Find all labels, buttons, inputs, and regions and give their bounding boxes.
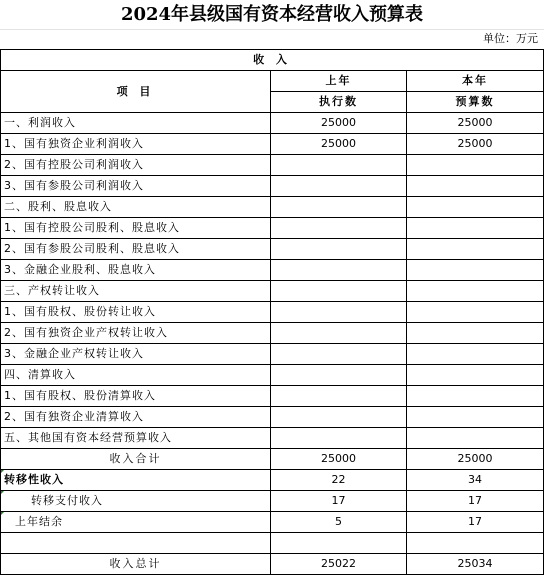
table-row xyxy=(1,533,544,554)
prev-value xyxy=(271,533,407,554)
table-row xyxy=(1,344,544,365)
prev-value: 25000 xyxy=(271,449,407,470)
table-row xyxy=(1,260,544,281)
table-row xyxy=(1,491,544,512)
prev-value xyxy=(271,386,407,407)
this-year-header-bottom: 预算数 xyxy=(407,92,544,113)
curr-value xyxy=(407,407,544,428)
prev-value xyxy=(271,260,407,281)
row-label: 转移支付收入 xyxy=(1,491,271,512)
row-label xyxy=(1,533,271,554)
curr-value xyxy=(407,155,544,176)
row-label: 收入总计 xyxy=(1,554,271,575)
subtotal-row xyxy=(1,449,544,470)
table-row xyxy=(1,302,544,323)
row-label: 1、国有股权、股份清算收入 xyxy=(1,386,271,407)
row-label: 四、清算收入 xyxy=(1,365,271,386)
curr-value xyxy=(407,302,544,323)
page-title: 2024年县级国有资本经营收入预算表 xyxy=(120,4,424,25)
prev-value: 5 xyxy=(271,512,407,533)
curr-value xyxy=(407,218,544,239)
table-row xyxy=(1,512,544,533)
table-row xyxy=(1,239,544,260)
row-label: 转移性收入 xyxy=(1,470,271,491)
curr-value: 25000 xyxy=(407,449,544,470)
prev-value xyxy=(271,407,407,428)
row-label: 收入合计 xyxy=(1,449,271,470)
row-label: 一、利润收入 xyxy=(1,113,271,134)
curr-value xyxy=(407,176,544,197)
row-label: 3、金融企业产权转让收入 xyxy=(1,344,271,365)
curr-value xyxy=(407,260,544,281)
this-year-header-top: 本年 xyxy=(407,71,544,92)
row-label: 3、国有参股公司利润收入 xyxy=(1,176,271,197)
prev-value xyxy=(271,176,407,197)
curr-value: 25000 xyxy=(407,134,544,155)
row-label: 2、国有独资企业产权转让收入 xyxy=(1,323,271,344)
curr-value: 17 xyxy=(407,491,544,512)
table-row xyxy=(1,428,544,449)
table-row xyxy=(1,323,544,344)
prev-value xyxy=(271,197,407,218)
table-row xyxy=(1,197,544,218)
curr-value xyxy=(407,323,544,344)
curr-value xyxy=(407,386,544,407)
row-label: 上年结余 xyxy=(1,512,271,533)
revenue-budget-table xyxy=(0,49,544,575)
row-label: 1、国有控股公司股利、股息收入 xyxy=(1,218,271,239)
curr-value xyxy=(407,344,544,365)
row-label: 二、股利、股息收入 xyxy=(1,197,271,218)
row-label: 2、国有参股公司股利、股息收入 xyxy=(1,239,271,260)
section-header: 收 入 xyxy=(1,50,544,71)
prev-value: 25000 xyxy=(271,113,407,134)
prev-value xyxy=(271,218,407,239)
prev-value: 17 xyxy=(271,491,407,512)
table-row xyxy=(1,386,544,407)
prev-value xyxy=(271,365,407,386)
curr-value: 25000 xyxy=(407,113,544,134)
prev-value xyxy=(271,323,407,344)
prev-value xyxy=(271,281,407,302)
curr-value xyxy=(407,239,544,260)
prev-value: 25022 xyxy=(271,554,407,575)
table-row xyxy=(1,218,544,239)
curr-value xyxy=(407,197,544,218)
curr-value xyxy=(407,281,544,302)
prev-value: 22 xyxy=(271,470,407,491)
row-label: 1、国有独资企业利润收入 xyxy=(1,134,271,155)
table-row xyxy=(1,134,544,155)
curr-value: 17 xyxy=(407,512,544,533)
table-row xyxy=(1,365,544,386)
curr-value xyxy=(407,533,544,554)
prev-year-header-top: 上年 xyxy=(271,71,407,92)
unit-label: 单位：万元 xyxy=(483,32,538,45)
total-row xyxy=(1,554,544,575)
table-row xyxy=(1,281,544,302)
prev-value xyxy=(271,428,407,449)
row-label: 三、产权转让收入 xyxy=(1,281,271,302)
curr-value: 34 xyxy=(407,470,544,491)
row-label: 3、金融企业股利、股息收入 xyxy=(1,260,271,281)
prev-year-header-bottom: 执行数 xyxy=(271,92,407,113)
row-label: 1、国有股权、股份转让收入 xyxy=(1,302,271,323)
prev-value xyxy=(271,155,407,176)
table-row xyxy=(1,155,544,176)
item-column-header: 项 目 xyxy=(1,71,271,113)
row-label: 2、国有独资企业清算收入 xyxy=(1,407,271,428)
prev-value: 25000 xyxy=(271,134,407,155)
curr-value xyxy=(407,365,544,386)
curr-value xyxy=(407,428,544,449)
prev-value xyxy=(271,302,407,323)
row-label: 五、其他国有资本经营预算收入 xyxy=(1,428,271,449)
row-label: 2、国有控股公司利润收入 xyxy=(1,155,271,176)
table-row xyxy=(1,470,544,491)
prev-value xyxy=(271,239,407,260)
table-row xyxy=(1,113,544,134)
table-row xyxy=(1,407,544,428)
curr-value: 25034 xyxy=(407,554,544,575)
prev-value xyxy=(271,344,407,365)
table-row xyxy=(1,176,544,197)
title-divider xyxy=(0,29,544,30)
